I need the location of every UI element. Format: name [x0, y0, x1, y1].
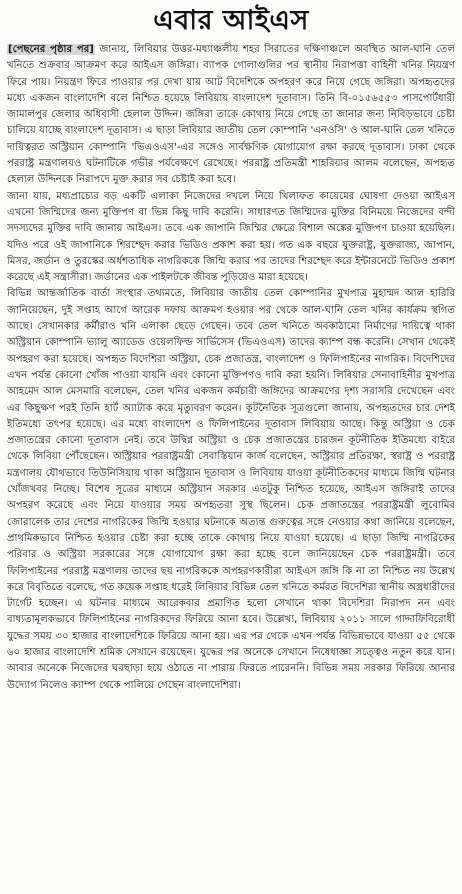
article-paragraph [7, 42, 455, 189]
article-body [7, 42, 455, 892]
paragraph-text: জানা যায়, মধ্যপ্রাচ্যের বড় একটি এলাকা নিজেদের দখলে নিয়ে খিলাফত কায়েমের ঘোষণা দেওয়া আইএস এখনো জিম্মিদের জন্য মুক্তিপণ বা ভিন্ন কিছু দাবি করেনি। সাধারণত জিম্মিদের মুক্তির বিনিময়ে নিজেদের বন্দী সদস্যদের মুক্তির দাবি জানায় আইএস। তবে এক জাপানি জিম্মির ক্ষেত্রে বিশাল অঙ্কের মুক্তিপণ চাওয়া হয়েছিল। যদিও পরে ওই জাপানিকে শিরশ্ছেদ করার ভিডিও প্রকাশ করা হয়। গত এক বছরে যুক্তরাষ্ট্র, যুক্তরাজ্য, জাপান, মিসর, জর্ডান ও তুরস্কের অর্ধশতাধিক নাগরিককে জিম্মি করার পর তাদের শিরশ্ছেদ করে ইন্টারনেটে ভিডিও প্রকাশ করেছে এই সন্ত্রাসীরা। জর্ডানের এক পাইলটকে জীবন্ত পুড়িয়েও মারা হয়েছে। [7, 190, 455, 284]
paragraph-text: জানায়, লিবিয়ার উত্তর-মধ্যাঞ্চলীয় শহর সিরাতের দক্ষিণাঞ্চলে অবস্থিত আল-ঘানি তেল খনিতে শুক্রবার আক্রমণ করে আইএস জঙ্গিরা। ব্যাপক গোলাগুলির পর স্থানীয় নিরাপত্তা বাহিনী খনির নিয়ন্ত্রণ ফিরে পায়। নিয়ন্ত্রণ ফিরে পাওয়ার পর দেখা যায় আট বিদেশিকে অপহরণ করে নিয়ে গেছে জঙ্গিরা। অপহৃতদের মধ্যে একজন বাংলাদেশি বলে নিশ্চিত হয়েছে লিবিয়ায় বাংলাদেশ দূতাবাস। তিনি বি-০১৫৬৫৫৩ পাসপোর্টধারী জামালপুর জেলার অধিবাসী হেলাল উদ্দিন। জঙ্গিরা তাকে কোথায় নিয়ে গেছে তা জানার জন্য নিবিড়ভাবে চেষ্টা চালিয়ে যাচ্ছে বাংলাদেশ দূতাবাস। এ ছাড়া লিবিয়ার জাতীয় তেল কোম্পানি 'এনওসি' ও আল-ঘানি তেল খনিতে দায়িত্বরত অস্ট্রিয়ান কোম্পানি 'ভিএওএস'-এর সঙ্গেও সার্বক্ষণিক যোগাযোগ রক্ষা করছে দূতাবাস। ঢাকা থেকে পররাষ্ট্র মন্ত্রণালয়ও ঘটনাটিকে গভীর পর্যবেক্ষণে রেখেছে। পররাষ্ট্র প্রতিমন্ত্রী শাহরিয়ার আলম বলেছেন, অপহৃত হেলাল উদ্দিনকে নিরাপদে মুক্ত করার সব চেষ্টাই করা হবে। [7, 44, 455, 186]
article-paragraph [7, 189, 455, 287]
paragraph-text: বিভিন্ন আন্তর্জাতিক বার্তা সংস্থার তথ্যমতে, লিবিয়ার জাতীয় তেল কোম্পানির মুখপাত্র মুহাম্মদ আল হারিরি জানিয়েছেন, দুই সপ্তাহ আগে আরেক দফায় আক্রমণ হওয়ার পর থেকে আল-ঘানি তেল খনির কার্যক্রম স্থগিত আছে। সেখানকার কর্মীরাও খনি এলাকা ছেড়ে গেছেন। তবে তেল খনিতে অবকাঠামো নির্মাণের দায়িত্বে থাকা অস্ট্রিয়ান কোম্পানি ভ্যালু অ্যাডেড ওয়েলফিল্ড সার্ভিসেস (ভিএওএস) তাদের ক্যাম্প বন্ধ করেনি। সেখান থেকেই অপহরণ করা হয়েছে। অপহৃত বিদেশিরা অস্ট্রিয়া, চেক প্রজাতন্ত্র, বাংলাদেশ ও ফিলিপাইনের নাগরিক। বিদেশিদের এখন পর্যন্ত কোনো খোঁজ পাওয়া যায়নি এবং কোনো মুক্তিপণও দাবি করা হয়নি। লিবিয়ার সেনাবাহিনীর মুখপাত্র আহমেদ আল মেসমারি বলেছেন, তেল খনির একজন কর্মচারী জঙ্গিদের আক্রমণের দৃশ্য সরাসরি দেখেছেন এবং এর কিছুক্ষণ পরই তিনি হার্ট অ্যাটাক করে মৃত্যুবরণ করেন। কূটনৈতিক সূত্রগুলো জানায়, অপহৃতদের চার দেশই ইতিমধ্যে তৎপর হয়েছে। এর মধ্যে বাংলাদেশ ও ফিলিপাইনের দূতাবাস লিবিয়ায় আছে। কিন্তু অস্ট্রিয়া ও চেক প্রজাতন্ত্রের কোনো দূতাবাস নেই। তবে উদ্বিগ্ন অস্ট্রিয়া ও চেক প্রজাতন্ত্রের চারজন কূটনীতিক ইতিমধ্যে বাইরে থেকে লিবিয়া পৌঁছেছেন। অস্ট্রিয়ার পররাষ্ট্রমন্ত্রী সেবাস্তিয়ান কার্জ বলেছেন, অস্ট্রিয়ার প্রতিরক্ষা, স্বরাষ্ট্র ও পররাষ্ট্র মন্ত্রণালয় যৌথভাবে তিউনিসিয়ায় থাকা অস্ট্রিয়ান দূতাবাস ও লিবিয়ায় যাওয়া কূটনীতিকদের মাধ্যমে জিম্মি ঘটনার খোঁজখবর নিচ্ছে। বিশেষ সূত্রের মাধ্যমে অস্ট্রিয়ান সরকার এতটুকু নিশ্চিত হয়েছে, আইএস জঙ্গিরাই তাদের অপহরণ করেছে এবং নিয়ে যাওয়ার সময় অপহৃতরা সুস্থ ছিলেন। চেক প্রজাতন্ত্রের পররাষ্ট্রমন্ত্রী লুবোমির জোরালেক তার দেশের নাগরিকের জিম্মি হওয়ার ঘটনাকে অত্যন্ত গুরুত্বের সঙ্গে নেওয়ার কথা জানিয়ে বলেছেন, প্রাথমিকভাবে নিশ্চিত হওয়ার চেষ্টা করা হচ্ছে তাকে কোথায় নিয়ে যাওয়া হয়েছে। এ ছাড়া জিম্মি নাগরিকের পরিবার ও অস্ট্রিয়া সরকারের সঙ্গে যোগাযোগ রক্ষা করা হচ্ছে বলে জানিয়েছেন চেক পররাষ্ট্রমন্ত্রী। তবে ফিলিপাইনের পররাষ্ট্র মন্ত্রণালয় তাদের ছয় নাগরিককে অপহরণকারীরা আইএস জঙ্গি কি না তা নিশ্চিত নয় উল্লেখ করে বিবৃতিতে বলেছে, গত কয়েক সপ্তাহ ধরেই লিবিয়ার বিভিন্ন তেল খনিতে কর্মরত বিদেশিরা স্থানীয় অস্ত্রধারীদের টার্গেট হচ্ছেন। এ ঘটনার মাধ্যমে আরেকবার প্রমাণিত হলো সেখানে থাকা বিদেশিরা নিরাপদ নন এবং বাধ্যতামূলকভাবে ফিলিপাইনের নাগরিকদের ফিরিয়ে আনা হবে। উল্লেখ্য, লিবিয়ায় ২০১১ সালে গাদ্দাফিবিরোধী যুদ্ধের সময় ৩০ হাজার বাংলাদেশিকে ফিরিয়ে আনা হয়। এর পর থেকে এখন পর্যন্ত বিভিন্নভাবে যাওয়া ৫৫ থেকে ৬০ হাজার বাংলাদেশি শ্রমিক সেখানে রয়েছেন। যুদ্ধের পর অনেকে সেখানে নিষেধাজ্ঞা সত্ত্বেও নতুন করে যান। আবার অনেকে নিজেদের ঘরছাড়া হয়ে ওঠাতে না পারায় ফিরতে পারেননি। বিভিন্ন সময় সরকার ফিরিয়ে আনার উদ্যোগ নিলেও ক্যাম্প থেকে পালিয়ে গেছেন বাংলাদেশিরা। [7, 288, 455, 691]
headline: এবার আইএস [153, 5, 309, 36]
article-paragraph [7, 286, 455, 693]
continuation-label: [পেছনের পৃষ্ঠার পর] [8, 44, 94, 55]
